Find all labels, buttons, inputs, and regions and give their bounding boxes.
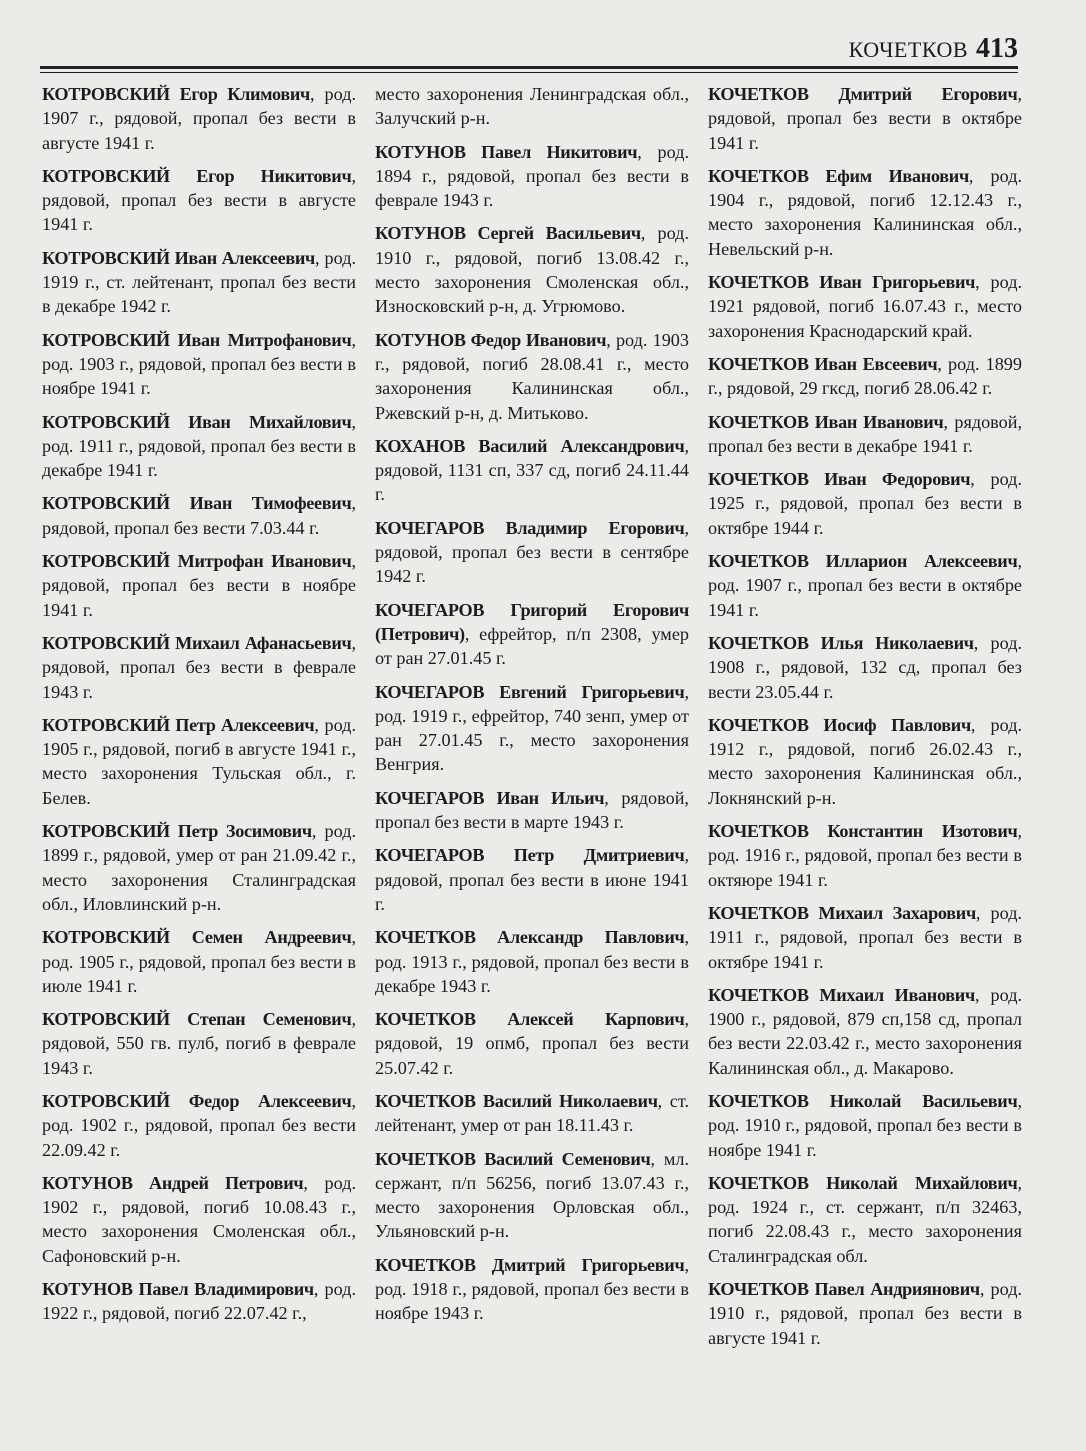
entry-details: , род. 1900 г., рядовой, 879 сп,158 сд, пропал без вести 22.03.42 г., место захоронения Калининская обл., д. Макарово. — [708, 984, 1023, 1078]
entry-name: КОТРОВСКИЙ Иван Алексеевич — [42, 247, 316, 268]
entry — [42, 164, 356, 237]
header-rule-thin — [40, 72, 1018, 73]
entry-details: , мл. сержант, п/п 56256, погиб 13.07.43 г., место захоронения Орловская обл., Ульяновский р-н. — [375, 1148, 689, 1242]
entry-name: КОЧЕТКОВ Александр Павлович — [375, 927, 685, 948]
running-title: КОЧЕТКОВ — [848, 37, 968, 62]
entry-name: КОЧЕТКОВ Алексей Карпович — [375, 1009, 685, 1030]
entry-name: КОЧЕТКОВ Илларион Алексеевич — [708, 551, 1018, 572]
entry — [708, 1171, 1022, 1268]
entry-name: КОТРОВСКИЙ Михаил Афанасьевич — [42, 632, 352, 653]
entry — [708, 983, 1022, 1080]
entry-details: , род. 1904 г., рядовой, погиб 12.12.43 г., место захоронения Калининская обл., Невельский р-н. — [708, 165, 1023, 259]
entry-details: , рядовой, пропал без вести в марте 1943 г. — [375, 787, 689, 833]
entry-name: КОЧЕТКОВ Михаил Иванович — [708, 984, 975, 1005]
entry-details: , род. 1902 г., рядовой, пропал без вести 22.09.42 г. — [42, 1090, 356, 1160]
entry — [708, 549, 1022, 622]
entry — [42, 925, 356, 998]
entry-details: , род. 1912 г., рядовой, погиб 26.02.43 г., место захоронения Калининская обл., Локнянский р-н. — [708, 714, 1022, 808]
entry-name: КОТРОВСКИЙ Степан Семенович — [42, 1009, 352, 1030]
entry — [42, 631, 356, 704]
header-rule-thick — [40, 66, 1018, 69]
entry-name: КОЧЕТКОВ Василий Николаевич — [375, 1090, 658, 1111]
entry — [42, 328, 356, 401]
entry-name: КОХАНОВ Василий Александрович — [375, 435, 685, 456]
entry-name: КОЧЕТКОВ Иван Григорьевич — [708, 272, 976, 293]
entry-name: КОЧЕТКОВ Василий Семенович — [375, 1148, 651, 1169]
entry — [375, 140, 689, 213]
entry-name: КОЧЕГАРОВ Иван Ильич — [375, 787, 605, 808]
entry — [708, 410, 1022, 459]
entry — [375, 1089, 689, 1138]
entry-details: , род. 1910 г., рядовой, пропал без вести в августе 1941 г. — [708, 1279, 1022, 1348]
entry-details: , рядовой, пропал без вести в июне 1941 г. — [375, 845, 689, 914]
entry — [42, 246, 356, 319]
entry-name: КОЧЕТКОВ Иван Федорович — [708, 469, 971, 490]
entry-name: КОЧЕТКОВ Иван Иванович — [708, 411, 944, 432]
entry — [42, 819, 356, 916]
page-number: 413 — [976, 33, 1018, 64]
entry-name: КОТРОВСКИЙ Митрофан Иванович — [42, 551, 352, 572]
entry — [42, 410, 356, 483]
entry — [708, 82, 1022, 155]
entry-name: КОТРОВСКИЙ Петр Алексеевич — [42, 714, 315, 735]
entry-details: , рядовой, пропал без вести в декабре 1941 г. — [708, 411, 1022, 456]
entry-details: , рядовой, 550 гв. пулб, погиб в феврале 1943 г. — [42, 1009, 356, 1078]
entry — [42, 82, 356, 155]
entry-name: КОТРОВСКИЙ Федор Алексеевич — [42, 1090, 352, 1111]
entry — [42, 549, 356, 622]
entry-name: КОЧЕТКОВ Ефим Иванович — [708, 165, 969, 186]
entry-details: , род. 1899 г., рядовой, 29 гксд, погиб 28.06.42 г. — [708, 353, 1022, 399]
entry-name: КОЧЕГАРОВ Григорий Егорович (Петрович) — [375, 599, 689, 644]
entry-name: КОТРОВСКИЙ Егор Климович — [42, 84, 311, 104]
entry — [375, 221, 689, 318]
running-head — [849, 34, 1018, 65]
entry-name: КОЧЕТКОВ Константин Изотович — [708, 821, 1018, 842]
entry-name: КОТРОВСКИЙ Семен Андреевич — [42, 927, 352, 948]
entry — [42, 713, 356, 810]
entry — [375, 328, 689, 425]
entry-details: , род. 1903 г., рядовой, пропал без вести в ноябре 1941 г. — [42, 329, 356, 399]
entry — [708, 713, 1022, 810]
entry-name: КОЧЕГАРОВ Владимир Егорович — [375, 517, 685, 538]
entry — [708, 352, 1022, 401]
entry — [42, 1277, 356, 1326]
entry-details: , род. 1913 г., рядовой, пропал без вести в декабре 1943 г. — [375, 927, 689, 996]
entry — [375, 82, 689, 131]
entry-details: , род. 1919 г., ефрейтор, 740 зенп, умер от ран 27.01.45 г., место захоронения Венгрия. — [375, 681, 689, 775]
entry-details: , род. 1918 г., рядовой, пропал без вести в ноябре 1943 г. — [375, 1254, 689, 1324]
entry-details: , рядовой, 19 опмб, пропал без вести 25.07.42 г. — [375, 1009, 689, 1078]
entry-name: КОТУНОВ Федор Иванович — [375, 329, 607, 350]
entry-details: , род. 1921 рядовой, погиб 16.07.43 г., место захоронения Краснодарский край. — [708, 272, 1023, 341]
entry-name: КОТУНОВ Сергей Васильевич — [375, 223, 641, 244]
entry-name: КОЧЕТКОВ Дмитрий Григорьевич — [375, 1254, 685, 1275]
entry-details: , род. 1910 г., рядовой, погиб 13.08.42 г., место захоронения Смоленская обл., Износковский р-н, д. Угрюмово. — [375, 223, 689, 317]
entry — [375, 843, 689, 916]
entry-details: , рядовой, пропал без вести 7.03.44 г. — [42, 493, 356, 538]
entry-details: , рядовой, 1131 сп, 337 сд, погиб 24.11.44 г. — [375, 435, 689, 505]
entry-details: , ефрейтор, п/п 2308, умер от ран 27.01.45 г. — [375, 623, 689, 669]
entry-details: , род. 1911 г., рядовой, пропал без вести в октябре 1941 г. — [708, 902, 1023, 972]
entry-details: , род. 1925 г., рядовой, пропал без вести в октябре 1944 г. — [708, 469, 1022, 538]
entries-columns — [42, 82, 1022, 1422]
entry — [708, 819, 1022, 892]
entry-details: , род. 1922 г., рядовой, погиб 22.07.42 г., — [42, 1279, 356, 1324]
entry — [375, 1147, 689, 1244]
entry-details: , род. 1908 г., рядовой, 132 сд, пропал без вести 23.05.44 г. — [708, 632, 1023, 702]
entry-details: , рядовой, пропал без вести в феврале 1943 г. — [42, 632, 356, 702]
entry-details: , рядовой, пропал без вести в ноябре 1941 г. — [42, 551, 356, 620]
entry-details: , род. 1903 г., рядовой, погиб 28.08.41 г., место захоронения Калининская обл., Ржевский р-н, д. Митьково. — [375, 329, 689, 423]
entry — [375, 680, 689, 777]
entry-details: , рядовой, пропал без вести в сентябре 1942 г. — [375, 517, 689, 587]
entry — [375, 598, 689, 671]
entry-name: КОЧЕТКОВ Николай Васильевич — [708, 1090, 1018, 1111]
entry — [708, 901, 1022, 974]
entry-name: КОЧЕТКОВ Павел Андриянович — [708, 1279, 980, 1300]
entry-name: КОЧЕГАРОВ Петр Дмитриевич — [375, 845, 685, 866]
entry-details: , род. 1910 г., рядовой, пропал без вести в ноябре 1941 г. — [708, 1090, 1022, 1160]
entry — [375, 925, 689, 998]
entry-name: КОЧЕТКОВ Михаил Захарович — [708, 902, 976, 923]
entry — [375, 516, 689, 589]
entry — [42, 1007, 356, 1080]
entry-details: , род. 1919 г., ст. лейтенант, пропал без вести в декабре 1942 г. — [42, 247, 356, 317]
entry-name: КОЧЕТКОВ Николай Михайлович — [708, 1172, 1018, 1193]
entry-details: , рядовой, пропал без вести в августе 1941 г. — [42, 165, 356, 235]
entry-name: КОТРОВСКИЙ Иван Тимофеевич — [42, 493, 352, 514]
page-header — [40, 34, 1018, 74]
entry-name: КОЧЕТКОВ Илья Николаевич — [708, 632, 974, 653]
entry-details: , род. 1894 г., рядовой, пропал без вести в феврале 1943 г. — [375, 141, 690, 211]
entry-details: , род. 1924 г., ст. сержант, п/п 32463, погиб 22.08.43 г., место захоронения Сталинградская обл. — [708, 1172, 1022, 1266]
entry — [42, 1089, 356, 1162]
entry-name: КОЧЕТКОВ Иван Евсеевич — [708, 353, 938, 374]
entry — [708, 1277, 1022, 1350]
entry — [708, 164, 1022, 261]
entry — [42, 1171, 356, 1268]
entry-name: КОЧЕТКОВ Дмитрий Егорович — [708, 84, 1018, 104]
entry — [708, 270, 1022, 343]
entry-details: , род. 1907 г., рядовой, пропал без вести в августе 1941 г. — [42, 84, 356, 153]
entry-details: , род. 1902 г., рядовой, погиб 10.08.43 г., место захоронения Смоленская обл., Сафоновский р-н. — [42, 1172, 356, 1266]
entry-name: КОЧЕТКОВ Иосиф Павлович — [708, 714, 971, 735]
entry — [708, 1089, 1022, 1162]
entry — [708, 631, 1022, 704]
entry-details: , род. 1907 г., пропал без вести в октябре 1941 г. — [708, 551, 1022, 620]
entry-details: , ст. лейтенант, умер от ран 18.11.43 г. — [375, 1090, 689, 1136]
entry — [375, 1007, 689, 1080]
entry — [375, 1253, 689, 1326]
entry-name: КОТУНОВ Павел Владимирович — [42, 1279, 314, 1300]
entry-name: КОТРОВСКИЙ Иван Митрофанович — [42, 329, 352, 350]
entry — [708, 467, 1022, 540]
entry-name: КОТРОВСКИЙ Егор Никитович — [42, 165, 352, 186]
entry-name: КОТРОВСКИЙ Иван Михайлович — [42, 411, 352, 432]
entry-details: , рядовой, пропал без вести в октябре 1941 г. — [708, 84, 1022, 153]
column-2 — [375, 82, 689, 1422]
column-1 — [42, 82, 356, 1422]
entry-details: , род. 1905 г., рядовой, пропал без вести в июле 1941 г. — [42, 927, 356, 996]
entry-details: , род. 1916 г., рядовой, пропал без вести в октяюре 1941 г. — [708, 821, 1022, 890]
entry-details: , род. 1905 г., рядовой, погиб в августе 1941 г., место захоронения Тульская обл., г. Белев. — [42, 714, 356, 808]
entry-name: КОТУНОВ Андрей Петрович — [42, 1172, 304, 1193]
entry-name: КОЧЕГАРОВ Евгений Григорьевич — [375, 681, 685, 702]
entry-details: , род. 1911 г., рядовой, пропал без вести в декабре 1941 г. — [42, 411, 356, 481]
entry-details: , род. 1899 г., рядовой, умер от ран 21.09.42 г., место захоронения Сталинградская обл., Иловлинский р-н. — [42, 821, 357, 914]
entry-name: КОТУНОВ Павел Никитович — [375, 141, 638, 162]
entry — [375, 786, 689, 835]
entry — [375, 434, 689, 507]
entry-details: место захоронения Ленинградская обл., Залучский р-н. — [375, 84, 689, 129]
entry-name: КОТРОВСКИЙ Петр Зосимович — [42, 821, 312, 842]
entry — [42, 491, 356, 540]
column-3 — [708, 82, 1022, 1422]
